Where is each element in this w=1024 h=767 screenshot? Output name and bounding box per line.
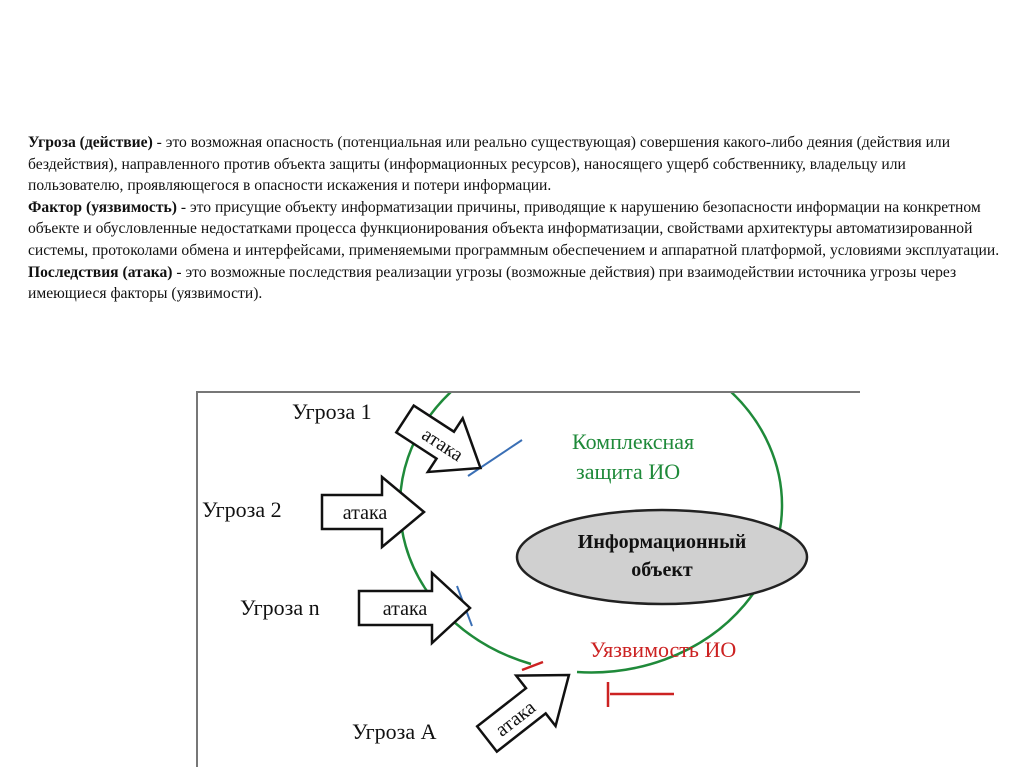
consequence-definition — [28, 262, 1003, 305]
threat-1-arrow-label: атака — [417, 423, 468, 467]
information-object-line1: Информационный — [577, 531, 747, 553]
factor-term: Фактор (уязвимость) — [28, 198, 177, 216]
threat-term: Угроза (действие) — [28, 134, 153, 151]
definitions-text — [28, 132, 1003, 305]
threat-diagram-svg — [196, 391, 860, 767]
information-object-line2: объект — [631, 559, 693, 581]
threat-a-label: Угроза А — [352, 719, 437, 744]
vulnerability-label: Уязвимость ИО — [590, 637, 737, 662]
threat-a-arrow-label: атака — [491, 696, 540, 742]
threat-text: - это возможная опасность (потенциальная или реально существующая) совершения какого-либо деяния (действия или бездействия), направленного против объекта защиты (информационных ресурсов), наносящего ущерб собственнику, владельцу или пользователю, проявляющегося в опасности искажения и потери информации. — [28, 134, 951, 195]
consequence-term: Последствия (атака) — [28, 263, 173, 281]
consequence-text: - это возможные последствия реализации угрозы (возможные действия) при взаимодействии источника угрозы через имеющиеся факторы (уязвимости). — [28, 263, 957, 303]
factor-text: - это присущие объекту информатизации причины, приводящие к нарушению безопасности информации на конкретном объекте и обусловленные недостатками процесса функционирования объекта информатизации, свойствами архитектуры автоматизированной системы, протоколами обмена и интерфейсами, применяемыми программным обеспечением и аппаратной платформой, условиями эксплуатации. — [28, 198, 1000, 259]
threat-definition — [28, 132, 1003, 197]
information-object-ellipse — [517, 510, 807, 604]
factor-definition — [28, 197, 1003, 262]
protection-label-line2: защита ИО — [576, 459, 681, 484]
threat-1-label: Угроза 1 — [292, 399, 372, 424]
threat-n-arrow-label: атака — [382, 598, 428, 620]
threat-2-arrow-label: атака — [342, 502, 388, 524]
protection-label-line1: Комплексная — [572, 429, 695, 454]
threat-diagram — [196, 391, 860, 767]
threat-n-label: Угроза n — [240, 595, 320, 620]
threat-2-label: Угроза 2 — [202, 497, 282, 522]
